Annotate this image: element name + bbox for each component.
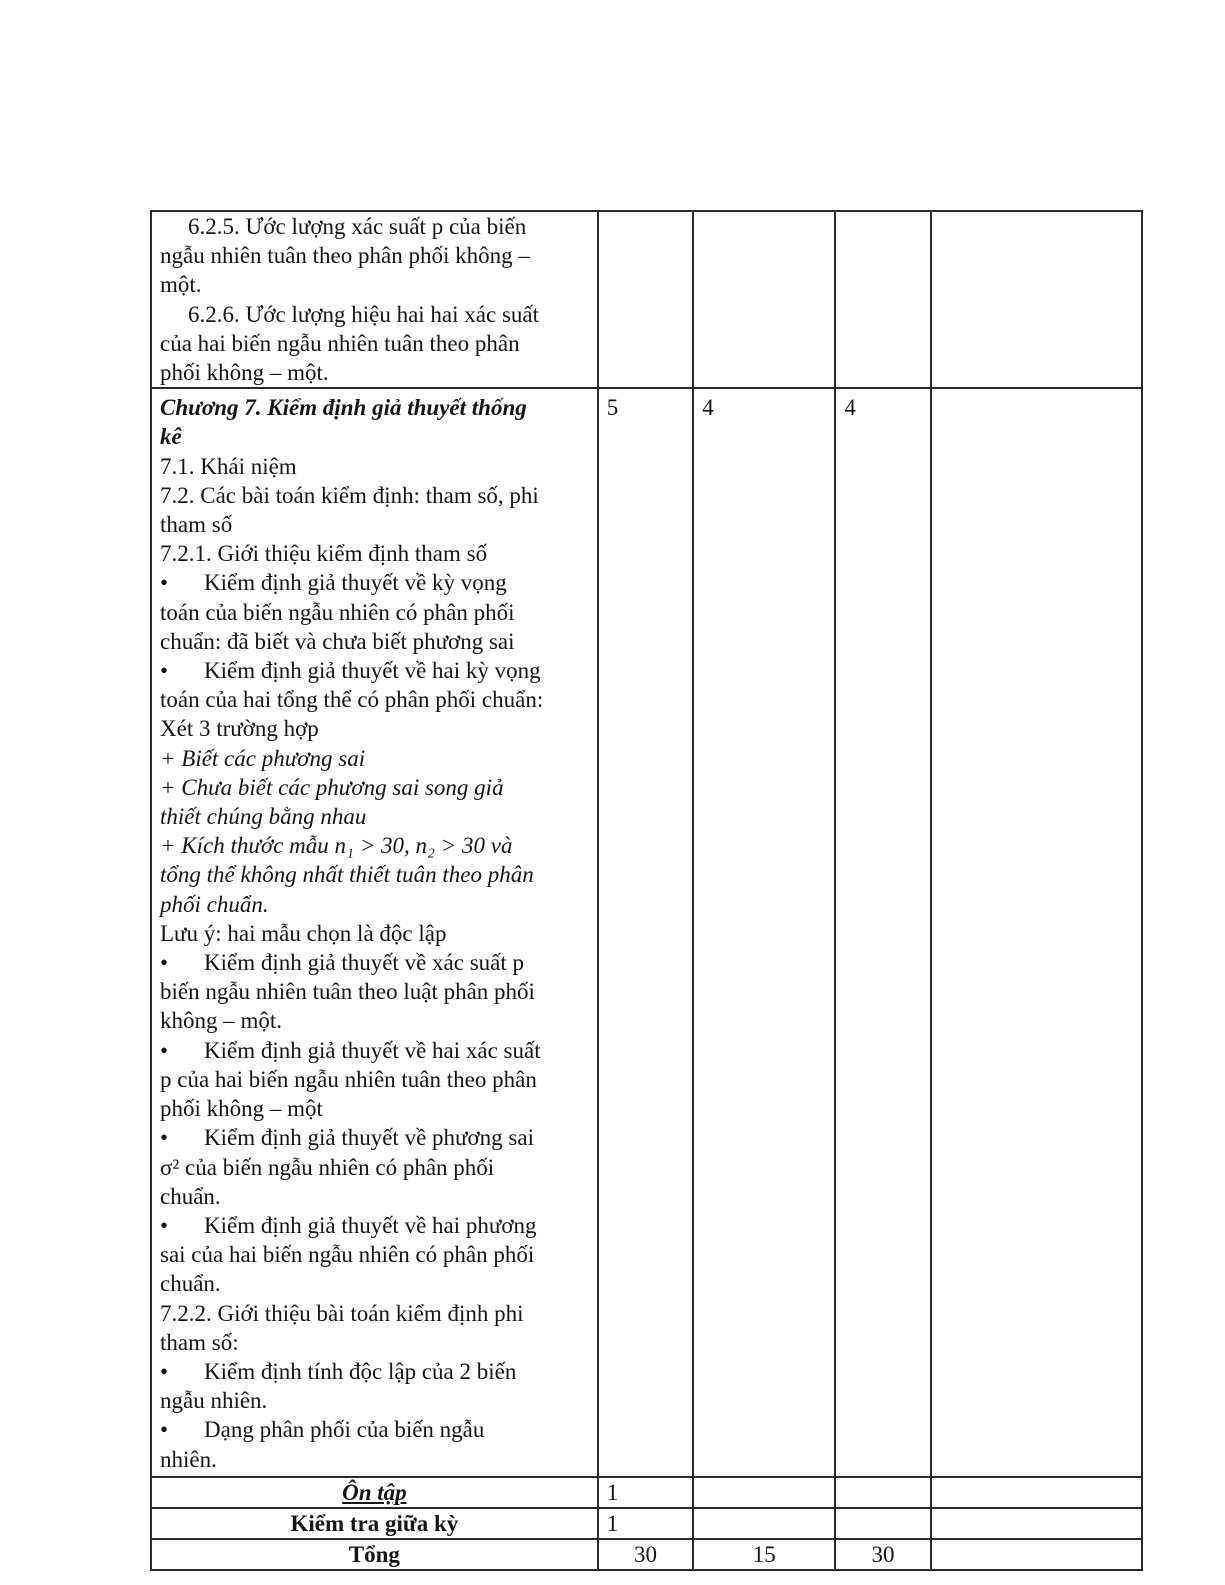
chapter7-line (160, 919, 589, 948)
chapter7-line-text: phối không – một (160, 1096, 323, 1122)
chapter7-line (160, 568, 589, 597)
empty-cell (931, 1477, 1142, 1508)
chapter7-line (160, 1386, 589, 1415)
total-col3-text: 15 (752, 1542, 776, 1568)
chapter7-line (160, 481, 589, 510)
total-col4-cell (835, 1539, 930, 1570)
chapter7-col4-value (835, 388, 930, 1477)
empty-cell (693, 1477, 835, 1508)
empty-cell (931, 388, 1142, 1477)
chapter7-line-text: tham số: (160, 1329, 239, 1355)
chapter7-line-text: toán của biến ngẫu nhiên có phân phối (160, 599, 515, 625)
chapter7-line (160, 977, 589, 1006)
chapter7-line-text: Lưu ý: hai mẫu chọn là độc lập (160, 920, 447, 946)
empty-cell (835, 1477, 930, 1508)
chapter7-col3-value (693, 388, 835, 1477)
bullet-icon: • (160, 1212, 169, 1238)
empty-cell (693, 1508, 835, 1539)
chapter7-line-text: chuẩn. (160, 1271, 221, 1297)
empty-cell (931, 1539, 1142, 1570)
chapter7-line-text: thiết chúng bằng nhau (160, 804, 367, 830)
chapter7-line (160, 890, 589, 919)
chapter7-line-text: chuẩn: đã biết và chưa biết phương sai (160, 628, 515, 654)
chapter7-line-text: Kiểm định giả thuyết về kỳ vọng (204, 570, 507, 596)
chapter7-line-text: p của hai biến ngẫu nhiên tuân theo phân (160, 1066, 537, 1092)
chapter7-line-text: tham số (160, 512, 233, 538)
chapter7-line (160, 510, 589, 539)
chapter7-line-text: Kiểm định tính độc lập của 2 biến (204, 1358, 517, 1384)
review-col2-text: 1 (606, 1479, 619, 1505)
chapter7-col4-text: 4 (844, 395, 856, 421)
chapter7-line-text: Kiểm định giả thuyết về hai kỳ vọng (204, 658, 541, 684)
chapter7-content-cell (151, 388, 598, 1477)
chapter7-line-text: chuẩn. (160, 1183, 221, 1209)
bullet-icon: • (160, 1417, 169, 1443)
bullet-icon: • (160, 1037, 169, 1063)
empty-cell (693, 211, 835, 388)
chapter7-line-text: + Chưa biết các phương sai song giả (160, 774, 504, 800)
chapter7-title-line1: Chương 7. Kiểm định giả thuyết thống (160, 395, 527, 421)
chapter7-line-text: Kiểm định giả thuyết về hai phương (204, 1212, 537, 1238)
empty-cell (835, 211, 930, 388)
section-6-2-5-line2: ngẫu nhiên tuân theo phân phối không – (160, 243, 530, 269)
syllabus-table (150, 210, 1143, 1571)
chapter7-line-text: + Kích thước mẫu n₁ > 30, n₂ > 30 và (160, 833, 513, 859)
midterm-col2-cell (598, 1508, 693, 1539)
chapter7-line (160, 1182, 589, 1211)
chapter7-line (160, 1123, 589, 1152)
section-6-2-5-line3: một. (160, 272, 202, 298)
chapter7-line (160, 773, 589, 802)
chapter7-line (160, 539, 589, 568)
chapter7-line (160, 627, 589, 656)
chapter7-line (160, 831, 589, 860)
chapter7-line (160, 714, 589, 743)
table-row-chapter6-continued (151, 211, 1142, 388)
chapter7-line-text: không – một. (160, 1008, 283, 1034)
chapter7-line (160, 1299, 589, 1328)
chapter7-line-text: 7.2.1. Giới thiệu kiểm định tham số (160, 541, 488, 567)
chapter7-line (160, 1211, 589, 1240)
chapter7-line-text: 7.2. Các bài toán kiểm định: tham số, phi (160, 482, 539, 508)
chapter7-line-text: + Biết các phương sai (160, 745, 366, 771)
chapter7-line-text: 7.1. Khái niệm (160, 453, 297, 479)
chapter7-col3-text: 4 (702, 395, 714, 421)
chapter7-line (160, 1094, 589, 1123)
bullet-icon: • (160, 1125, 169, 1151)
chapter7-line-text: σ² của biến ngẫu nhiên có phân phối (160, 1154, 495, 1180)
chapter7-line (160, 1328, 589, 1357)
total-label-cell (151, 1539, 598, 1570)
chapter7-line (160, 802, 589, 831)
chapter7-title-line2: kê (160, 424, 182, 450)
review-col2-cell (598, 1477, 693, 1508)
chapter7-line-text: 7.2.2. Giới thiệu bài toán kiểm định phi (160, 1300, 524, 1326)
chapter7-line (160, 1357, 589, 1386)
review-label: Ôn tập (342, 1479, 407, 1505)
chapter7-lines (160, 452, 589, 1474)
chapter7-col2-text: 5 (606, 395, 619, 421)
midterm-label-cell (151, 1508, 598, 1539)
section-6-2-5-line1: 6.2.5. Ước lượng xác suất p của biến (188, 214, 527, 239)
chapter7-line-text: phối chuẩn. (160, 891, 269, 917)
table-row-review (151, 1477, 1142, 1508)
chapter7-line (160, 452, 589, 481)
section-6-2-6-line2: của hai biến ngẫu nhiên tuân theo phân (160, 330, 520, 356)
chapter7-line (160, 1269, 589, 1298)
empty-cell (598, 211, 693, 388)
chapter7-line-text: Dạng phân phối của biến ngẫu (204, 1417, 485, 1443)
chapter7-line (160, 685, 589, 714)
total-col3-cell (693, 1539, 835, 1570)
chapter7-line (160, 656, 589, 685)
total-col2-text: 30 (633, 1542, 657, 1568)
chapter7-line (160, 744, 589, 773)
midterm-label: Kiểm tra giữa kỳ (290, 1510, 459, 1536)
chapter7-line (160, 1036, 589, 1065)
section-6-2-6-line1: 6.2.6. Ước lượng hiệu hai hai xác suất (188, 301, 539, 327)
bullet-icon: • (160, 570, 169, 596)
chapter7-line (160, 598, 589, 627)
total-label: Tổng (348, 1542, 400, 1568)
chapter7-line-text: Xét 3 trường hợp (160, 716, 319, 742)
chapter7-line (160, 1065, 589, 1094)
total-col2-cell (598, 1539, 693, 1570)
chapter7-line (160, 948, 589, 977)
total-col4-text: 30 (871, 1542, 895, 1568)
section-6-2-6-line3: phối không – một. (160, 360, 329, 386)
table-row-total (151, 1539, 1142, 1570)
bullet-icon: • (160, 950, 169, 976)
chapter7-line-text: toán của hai tổng thể có phân phối chuẩn: (160, 687, 544, 713)
midterm-col2-text: 1 (606, 1510, 619, 1536)
bullet-icon: • (160, 1358, 169, 1384)
chapter7-line-text: sai của hai biến ngẫu nhiên có phân phối (160, 1242, 535, 1268)
table-row-chapter7 (151, 388, 1142, 1477)
chapter7-line (160, 1240, 589, 1269)
empty-cell (835, 1508, 930, 1539)
chapter7-line-text: Kiểm định giả thuyết về hai xác suất (204, 1037, 541, 1063)
chapter7-line (160, 860, 589, 889)
chapter7-line-text: biến ngẫu nhiên tuân theo luật phân phối (160, 979, 535, 1005)
content-cell (151, 211, 598, 388)
chapter7-line-text: tổng thể không nhất thiết tuân theo phân (160, 862, 534, 888)
chapter7-line (160, 1415, 589, 1444)
chapter7-line-text: Kiểm định giả thuyết về phương sai (204, 1125, 534, 1151)
review-label-cell (151, 1477, 598, 1508)
chapter7-line-text: nhiên. (160, 1446, 217, 1472)
table-row-midterm (151, 1508, 1142, 1539)
empty-cell (931, 211, 1142, 388)
chapter7-line (160, 1153, 589, 1182)
chapter7-line (160, 1445, 589, 1474)
bullet-icon: • (160, 658, 169, 684)
empty-cell (931, 1508, 1142, 1539)
chapter7-line (160, 1006, 589, 1035)
chapter7-col2-value (598, 388, 693, 1477)
chapter7-line-text: Kiểm định giả thuyết về xác suất p (204, 950, 525, 976)
chapter7-line-text: ngẫu nhiên. (160, 1388, 268, 1414)
